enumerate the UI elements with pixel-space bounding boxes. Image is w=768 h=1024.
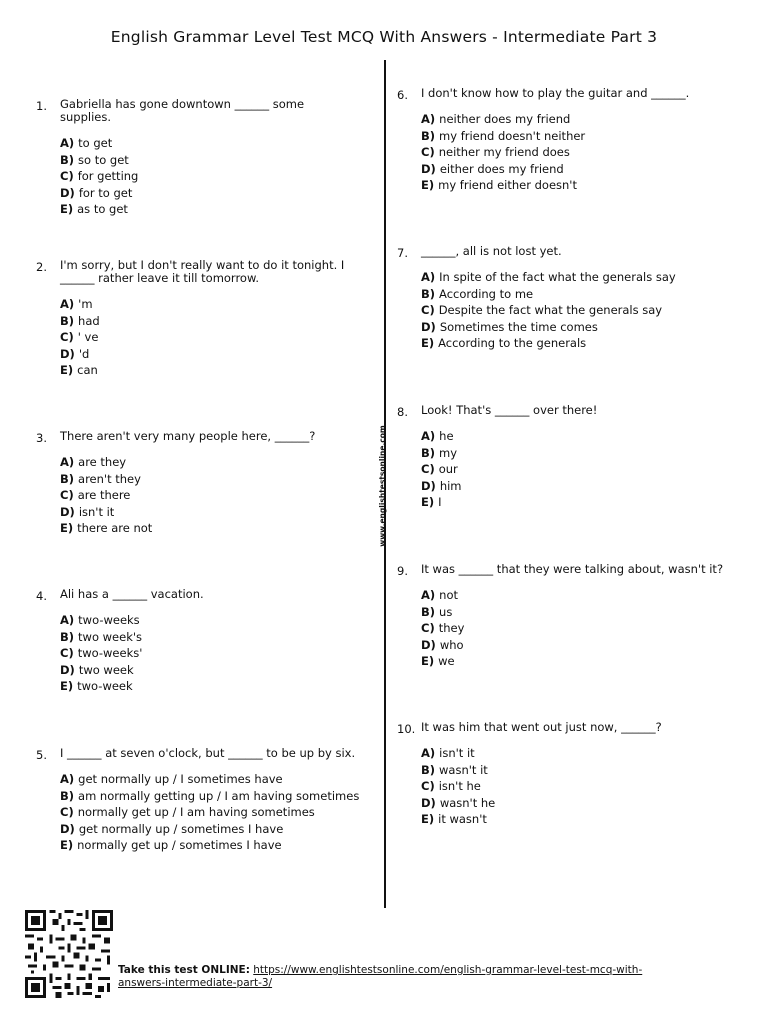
question-number: 4. xyxy=(36,589,47,603)
question-text: Look! That's ______ over there! xyxy=(421,403,598,417)
question-text: There aren't very many people here, ______? xyxy=(60,429,316,443)
option-a[interactable] xyxy=(421,428,742,445)
qr-code-icon[interactable] xyxy=(24,910,114,998)
option-letter: D) xyxy=(60,185,75,200)
option-letter: A) xyxy=(60,772,75,786)
option-letter: E) xyxy=(60,363,74,377)
question-number: 3. xyxy=(36,431,47,445)
option-d[interactable] xyxy=(60,185,356,202)
option-text: had xyxy=(78,313,100,328)
question-5 xyxy=(36,746,360,854)
option-letter: A) xyxy=(421,746,436,760)
question-8 xyxy=(397,404,742,511)
option-letter: B) xyxy=(421,128,436,143)
option-a[interactable] xyxy=(60,296,356,313)
question-number: 10. xyxy=(397,722,416,736)
option-letter: E) xyxy=(421,336,435,350)
answer-options xyxy=(421,587,742,670)
option-e[interactable] xyxy=(421,811,742,828)
option-text: I xyxy=(438,495,442,509)
option-text: my xyxy=(439,445,458,460)
question-4 xyxy=(36,588,356,695)
option-b[interactable] xyxy=(60,788,360,805)
question-number: 8. xyxy=(397,405,408,419)
option-e[interactable] xyxy=(60,837,356,854)
answer-options xyxy=(60,454,356,537)
option-text: for to get xyxy=(78,185,133,200)
option-letter: B) xyxy=(60,471,75,486)
option-text: my friend either doesn't xyxy=(438,178,577,192)
option-text: neither my friend does xyxy=(438,145,570,159)
option-d[interactable] xyxy=(421,478,742,495)
option-text: In spite of the fact what the generals say xyxy=(439,270,676,284)
option-text: he xyxy=(439,429,454,443)
option-letter: D) xyxy=(421,795,436,810)
question-10 xyxy=(397,721,742,828)
option-letter: C) xyxy=(60,805,74,819)
answer-options xyxy=(421,428,742,511)
option-e[interactable] xyxy=(60,201,356,218)
option-text: isn't it xyxy=(78,504,115,519)
answer-options xyxy=(60,135,356,218)
option-letter: A) xyxy=(421,112,436,126)
option-letter: B) xyxy=(60,152,75,167)
option-text: two week xyxy=(78,662,134,677)
question-number: 9. xyxy=(397,564,408,578)
option-text: According to the generals xyxy=(438,336,587,350)
option-letter: C) xyxy=(60,330,74,344)
option-letter: A) xyxy=(421,429,436,443)
option-text: get normally up / sometimes I have xyxy=(78,821,284,836)
option-c[interactable] xyxy=(421,778,742,795)
option-text: two-weeks xyxy=(78,613,140,627)
option-a[interactable] xyxy=(421,269,742,286)
question-number: 1. xyxy=(36,99,47,113)
option-c[interactable] xyxy=(60,168,356,185)
option-text: as to get xyxy=(77,202,128,216)
option-letter: B) xyxy=(421,604,436,619)
option-a[interactable] xyxy=(60,135,356,152)
option-b[interactable] xyxy=(421,128,742,145)
option-letter: E) xyxy=(421,654,435,668)
option-letter: D) xyxy=(60,662,75,677)
option-letter: D) xyxy=(421,637,436,652)
option-c[interactable] xyxy=(60,804,356,821)
option-d[interactable] xyxy=(421,637,742,654)
question-number: 5. xyxy=(36,748,47,762)
question-number: 2. xyxy=(36,260,47,274)
option-b[interactable] xyxy=(60,152,356,169)
option-text: to get xyxy=(78,136,113,150)
option-text: normally get up / I am having sometimes xyxy=(77,805,315,819)
side-url: www.englishtestsonline.com xyxy=(378,425,387,547)
option-text: there are not xyxy=(77,521,153,535)
option-text: Sometimes the time comes xyxy=(439,319,598,334)
option-e[interactable] xyxy=(421,335,742,352)
option-text: him xyxy=(439,478,462,493)
option-text: am normally getting up / I am having sometimes xyxy=(78,788,360,803)
option-c[interactable] xyxy=(60,487,356,504)
option-d[interactable] xyxy=(60,504,356,521)
option-letter: A) xyxy=(421,588,436,602)
option-d[interactable] xyxy=(60,821,356,838)
option-text: isn't he xyxy=(438,779,481,793)
option-letter: D) xyxy=(421,319,436,334)
option-letter: C) xyxy=(60,169,74,183)
option-text: neither does my friend xyxy=(439,112,571,126)
option-letter: C) xyxy=(421,779,435,793)
option-letter: B) xyxy=(421,286,436,301)
option-text: either does my friend xyxy=(439,161,564,176)
answer-options xyxy=(60,296,356,379)
option-letter: C) xyxy=(60,488,74,502)
option-c[interactable] xyxy=(60,329,356,346)
option-letter: A) xyxy=(60,613,75,627)
option-e[interactable] xyxy=(60,678,356,695)
option-text: two-week xyxy=(77,679,133,693)
option-text: Despite the fact what the generals say xyxy=(438,303,663,317)
option-c[interactable] xyxy=(421,461,742,478)
option-text: they xyxy=(438,621,465,635)
option-a[interactable] xyxy=(421,745,742,762)
question-text: It was him that went out just now, ______? xyxy=(421,720,662,734)
option-letter: B) xyxy=(421,762,436,777)
option-letter: E) xyxy=(60,679,74,693)
option-text: are they xyxy=(78,455,127,469)
question-number: 7. xyxy=(397,246,408,260)
option-letter: D) xyxy=(421,161,436,176)
option-a[interactable] xyxy=(60,454,356,471)
option-text: can xyxy=(77,363,98,377)
option-letter: A) xyxy=(60,136,75,150)
option-text: my friend doesn't neither xyxy=(439,128,586,143)
question-number: 6. xyxy=(397,88,408,102)
option-text: not xyxy=(439,588,458,602)
option-text: isn't it xyxy=(439,746,475,760)
option-letter: B) xyxy=(60,313,75,328)
question-text: I don't know how to play the guitar and ______. xyxy=(421,86,690,100)
option-text: are there xyxy=(77,488,131,502)
option-e[interactable] xyxy=(421,177,742,194)
footer xyxy=(118,964,678,989)
option-letter: E) xyxy=(421,812,435,826)
option-text: aren't they xyxy=(78,471,141,486)
question-text: It was ______ that they were talking about, wasn't it? xyxy=(421,562,724,576)
option-letter: B) xyxy=(421,445,436,460)
option-text: ' ve xyxy=(77,330,99,344)
option-e[interactable] xyxy=(60,362,356,379)
option-c[interactable] xyxy=(60,645,356,662)
option-text: for getting xyxy=(77,169,139,183)
option-b[interactable] xyxy=(421,762,742,779)
option-text: normally get up / sometimes I have xyxy=(77,838,282,852)
option-d[interactable] xyxy=(421,161,742,178)
option-letter: A) xyxy=(60,297,75,311)
option-d[interactable] xyxy=(60,346,356,363)
option-b[interactable] xyxy=(421,286,742,303)
option-d[interactable] xyxy=(421,795,742,812)
option-text: we xyxy=(438,654,455,668)
option-text: us xyxy=(439,604,453,619)
option-letter: D) xyxy=(60,821,75,836)
option-text: so to get xyxy=(78,152,129,167)
option-e[interactable] xyxy=(421,653,742,670)
option-c[interactable] xyxy=(421,620,742,637)
option-letter: C) xyxy=(421,462,435,476)
question-text: I'm sorry, but I don't really want to do it tonight. I ______ rather leave it till tomorrow. xyxy=(60,258,345,285)
option-b[interactable] xyxy=(60,471,356,488)
option-letter: C) xyxy=(421,145,435,159)
question-1 xyxy=(36,98,356,218)
option-letter: E) xyxy=(421,495,435,509)
question-3 xyxy=(36,430,356,537)
option-letter: C) xyxy=(421,303,435,317)
option-letter: C) xyxy=(60,646,74,660)
option-letter: D) xyxy=(421,478,436,493)
option-text: two-weeks' xyxy=(77,646,143,660)
question-text: Ali has a ______ vacation. xyxy=(60,587,204,601)
option-a[interactable] xyxy=(421,587,742,604)
option-b[interactable] xyxy=(421,445,742,462)
option-letter: A) xyxy=(60,455,75,469)
option-text: 'd xyxy=(78,346,90,361)
option-letter: E) xyxy=(60,838,74,852)
answer-options xyxy=(60,771,360,854)
option-text: it wasn't xyxy=(438,812,487,826)
option-text: who xyxy=(439,637,464,652)
question-2 xyxy=(36,259,356,379)
option-b[interactable] xyxy=(60,629,356,646)
option-a[interactable] xyxy=(60,771,356,788)
answer-options xyxy=(421,745,742,828)
option-letter: C) xyxy=(421,621,435,635)
answer-options xyxy=(421,111,742,194)
answer-options xyxy=(421,269,742,352)
option-letter: E) xyxy=(60,202,74,216)
option-text: two week's xyxy=(78,629,143,644)
footer-label: Take this test ONLINE: xyxy=(118,964,250,976)
answer-options xyxy=(60,612,356,695)
option-text: our xyxy=(438,462,458,476)
option-letter: E) xyxy=(60,521,74,535)
option-b[interactable] xyxy=(421,604,742,621)
footer-link[interactable]: https://www.englishtestsonline.com/english-grammar-level-test-mcq-with-answers-intermediate-part-3/ xyxy=(118,964,643,989)
question-6 xyxy=(397,87,742,194)
option-letter: B) xyxy=(60,629,75,644)
option-text: 'm xyxy=(78,297,93,311)
page-title: English Grammar Level Test MCQ With Answers - Intermediate Part 3 xyxy=(110,28,658,46)
question-text: Gabriella has gone downtown ______ some supplies. xyxy=(60,97,305,124)
option-d[interactable] xyxy=(421,319,742,336)
option-d[interactable] xyxy=(60,662,356,679)
option-e[interactable] xyxy=(421,494,742,511)
question-text: ______, all is not lost yet. xyxy=(421,244,562,258)
option-a[interactable] xyxy=(421,111,742,128)
question-7 xyxy=(397,245,742,352)
option-text: wasn't it xyxy=(439,762,488,777)
option-text: get normally up / I sometimes have xyxy=(78,772,283,786)
option-c[interactable] xyxy=(421,144,742,161)
option-letter: D) xyxy=(60,346,75,361)
option-b[interactable] xyxy=(60,313,356,330)
option-letter: D) xyxy=(60,504,75,519)
option-letter: E) xyxy=(421,178,435,192)
question-9 xyxy=(397,563,742,670)
option-text: According to me xyxy=(439,286,534,301)
option-letter: B) xyxy=(60,788,75,803)
question-text: I ______ at seven o'clock, but ______ to be up by six. xyxy=(60,746,356,760)
option-text: wasn't he xyxy=(439,795,496,810)
option-a[interactable] xyxy=(60,612,356,629)
option-c[interactable] xyxy=(421,302,742,319)
option-letter: A) xyxy=(421,270,436,284)
option-e[interactable] xyxy=(60,520,356,537)
